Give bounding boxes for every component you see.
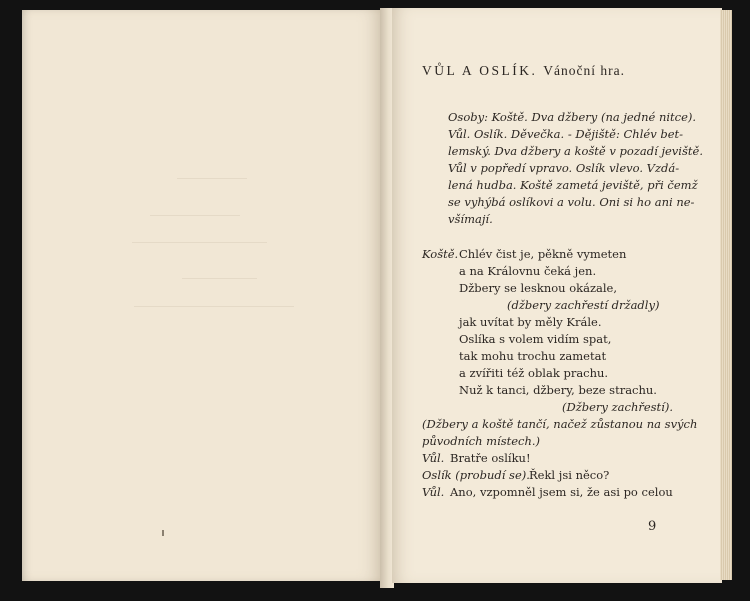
verse-line: Chlév čist je, pěkně vymeten: [459, 247, 627, 261]
stage-direction: (džbery zachřestí držadly): [507, 298, 660, 312]
verse-line: tak mohu trochu zametat: [459, 349, 607, 363]
right-page: [392, 8, 722, 583]
persons-line: se vyhýbá oslíkovi a volu. Oni si ho ani ne-: [448, 195, 695, 209]
show-through-mark: [182, 278, 257, 287]
persons-line: lemský. Dva džbery a koště v pozadí jeviště.: [448, 144, 703, 158]
show-through-mark: [150, 215, 240, 224]
show-through-mark: [134, 306, 294, 315]
verse-line: Nuž k tanci, džbery, beze strachu.: [459, 383, 657, 397]
speaker-name: Vůl.: [422, 485, 445, 499]
dialogue-line: Bratře oslíku!: [450, 451, 531, 465]
page-edges: [720, 10, 732, 580]
page-number: 9: [648, 519, 657, 534]
persons-line: Vůl v popředí vpravo. Oslík vlevo. Vzdá-: [448, 161, 680, 175]
persons-line: Osoby: Koště. Dva džbery (na jedné nitce).: [448, 110, 697, 124]
verse-line: a na Královnu čeká jen.: [459, 264, 597, 278]
persons-line: všímají.: [448, 212, 493, 226]
persons-line: Vůl. Oslík. Děvečka. - Dějiště: Chlév bet-: [448, 127, 684, 141]
stage-direction: (Džbery zachřestí).: [562, 400, 673, 414]
play-title: VŮL A OSLÍK. Vánoční hra.: [422, 63, 625, 78]
page-mark: [162, 530, 164, 536]
speaker-name: Koště.: [422, 247, 459, 261]
verse-line: jak uvítat by měly Krále.: [459, 315, 602, 329]
verse-line: Džbery se lesknou okázale,: [459, 281, 618, 295]
verse-line: a zvířiti též oblak prachu.: [459, 366, 609, 380]
stage-direction: původních místech.): [422, 434, 541, 448]
dialogue-line: Ano, vzpomněl jsem si, že asi po celou: [450, 485, 673, 499]
show-through-mark: [132, 242, 267, 251]
stage-direction: (Džbery a koště tančí, načež zůstanou na svých: [422, 417, 698, 431]
speaker-name: Oslík (probudí se).: [422, 468, 530, 482]
left-page: [22, 10, 380, 581]
speaker-name: Vůl.: [422, 451, 445, 465]
verse-line: Oslíka s volem vidím spat,: [459, 332, 612, 346]
dialogue-line: Řekl jsi něco?: [529, 468, 610, 482]
book-spread: [14, 8, 738, 593]
show-through-mark: [177, 178, 247, 187]
persons-line: lená hudba. Koště zametá jeviště, při čemž: [448, 178, 698, 192]
